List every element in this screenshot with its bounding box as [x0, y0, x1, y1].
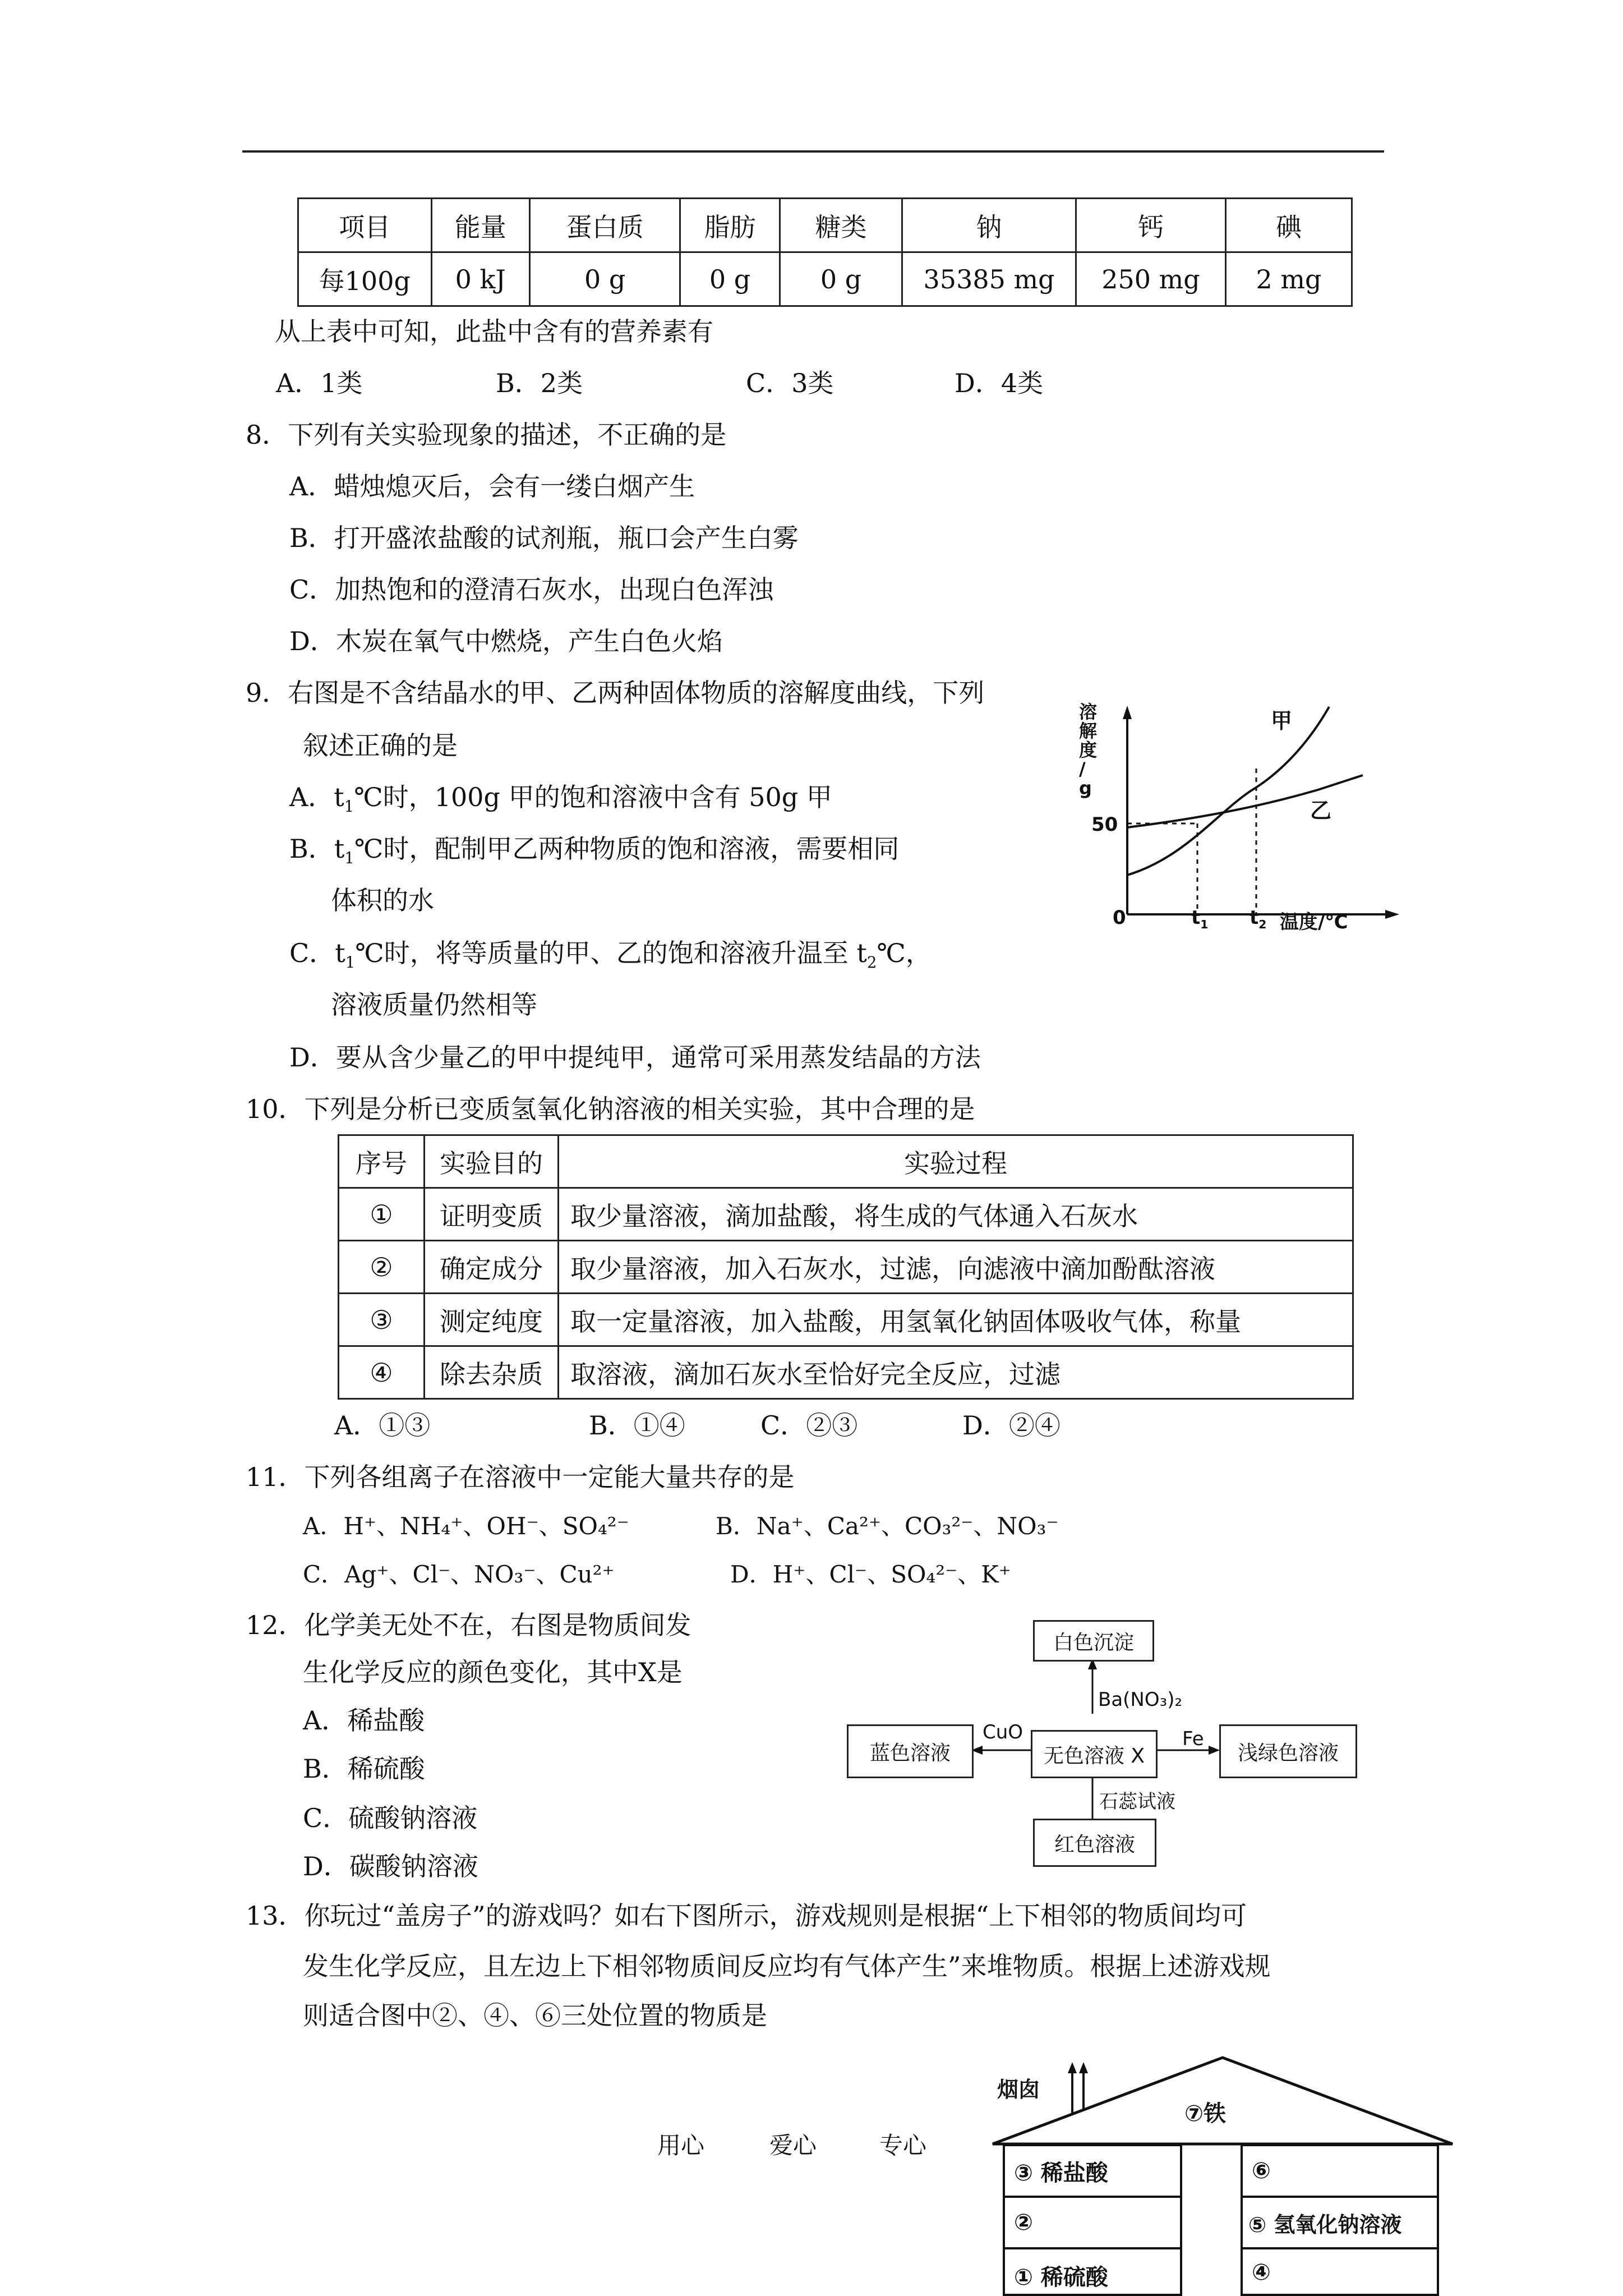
graph-origin: 0: [1113, 907, 1126, 929]
table-cell: 取一定量溶液，加入盐酸，用氢氧化钠固体吸收气体，称量: [559, 1294, 1353, 1346]
footer-text-3: 专心: [879, 2132, 927, 2159]
graph-t2: $t_2$: [1249, 907, 1267, 931]
house-cell-5: ⑤ 氢氧化钠溶液: [1241, 2196, 1439, 2249]
q8-stem: 8．下列有关实验现象的描述，不正确的是: [246, 420, 727, 450]
table-header: 项目: [298, 199, 432, 252]
footer-text-1: 用心: [657, 2132, 705, 2159]
q10-option-a: A．①③: [334, 1410, 431, 1441]
table-cell: 测定纯度: [425, 1294, 559, 1346]
q8-option-a: A．蜡烛熄灭后，会有一缕白烟产生: [289, 471, 695, 501]
q10-option-d: D．②④: [962, 1410, 1061, 1441]
table-header: 序号: [339, 1135, 425, 1188]
table-cell: 取溶液，滴加石灰水至恰好完全反应，过滤: [559, 1346, 1353, 1399]
label-cuo: CuO: [983, 1721, 1023, 1743]
table-cell: 250 mg: [1076, 252, 1225, 306]
q11-option-b: B．Na⁺、Ca²⁺、CO₃²⁻、NO₃⁻: [716, 1512, 1059, 1540]
graph-series-jia: 甲: [1271, 708, 1293, 733]
house-cell-1: ① 稀硫酸: [1003, 2247, 1182, 2296]
box-colorless-solution-x: 无色溶液 X: [1031, 1730, 1158, 1778]
q9-option-c-cont: 溶液质量仍然相等: [331, 990, 537, 1020]
graph-y50: 50: [1091, 813, 1118, 836]
table-cell: 0 g: [529, 252, 680, 306]
experiment-table: [338, 1134, 1354, 1400]
q11-option-a: A．H⁺、NH₄⁺、OH⁻、SO₄²⁻: [303, 1512, 629, 1540]
house-cell-3: ③ 稀盐酸: [1003, 2144, 1182, 2198]
q11-option-d: D．H⁺、Cl⁻、SO₄²⁻、K⁺: [730, 1561, 1011, 1588]
q12-stem: 12．化学美无处不在，右图是物质间发: [246, 1610, 691, 1640]
header-rule: [242, 150, 1384, 153]
graph-series-yi: 乙: [1310, 798, 1332, 823]
label-litmus: 石蕊试液: [1099, 1791, 1175, 1813]
label-roof-iron: ⑦铁: [1184, 2101, 1226, 2127]
nutrition-table: [297, 197, 1353, 307]
table-cell: 每100g: [298, 252, 432, 306]
q11-stem: 11．下列各组离子在溶液中一定能大量共存的是: [246, 1462, 795, 1492]
table-cell: ①: [339, 1188, 425, 1241]
table-header: 脂肪: [680, 199, 780, 252]
table-header: 实验过程: [559, 1135, 1353, 1188]
q8-option-d: D．木炭在氧气中燃烧，产生白色火焰: [289, 626, 723, 656]
q12-option-a: A．稀盐酸: [303, 1705, 425, 1736]
house-cell-6: ⑥: [1241, 2144, 1439, 2198]
q12-stem-cont: 生化学反应的颜色变化，其中X是: [303, 1657, 683, 1687]
table-cell: 除去杂质: [425, 1346, 559, 1399]
q7-option-b: B．2类: [496, 368, 583, 398]
table-cell: ③: [339, 1294, 425, 1346]
q9-option-d: D．要从含少量乙的甲中提纯甲，通常可采用蒸发结晶的方法: [289, 1042, 981, 1073]
table-header: 糖类: [780, 199, 902, 252]
house-cell-4: ④: [1241, 2247, 1439, 2296]
q9-stem: 9．右图是不含结晶水的甲、乙两种固体物质的溶解度曲线，下列: [246, 678, 985, 708]
table-header: 碘: [1226, 199, 1352, 252]
graph-xlabel: 温度/℃: [1280, 911, 1348, 933]
q9-option-a: A．$t_1℃$时，100g 甲的饱和溶液中含有 50g 甲: [289, 782, 832, 816]
q8-option-c: C．加热饱和的澄清石灰水，出现白色浑浊: [289, 574, 774, 605]
box-red-solution: 红色溶液: [1033, 1819, 1156, 1867]
q10-option-c: C．②③: [760, 1410, 858, 1441]
q7-option-c: C．3类: [746, 368, 834, 398]
table-cell: 确定成分: [425, 1241, 559, 1294]
table-cell: 0 kJ: [431, 252, 529, 306]
table-cell: 取少量溶液，加入石灰水，过滤，向滤液中滴加酚酞溶液: [559, 1241, 1353, 1294]
q9-option-b-cont: 体积的水: [331, 885, 434, 915]
q12-option-b: B．稀硫酸: [303, 1754, 425, 1784]
table-cell: ④: [339, 1346, 425, 1399]
footer-text-2: 爱心: [769, 2132, 817, 2159]
table-cell: 证明变质: [425, 1188, 559, 1241]
box-light-green-solution: 浅绿色溶液: [1219, 1724, 1357, 1778]
q11-option-c: C．Ag⁺、Cl⁻、NO₃⁻、Cu²⁺: [303, 1561, 615, 1588]
table-cell: 取少量溶液，滴加盐酸，将生成的气体通入石灰水: [559, 1188, 1353, 1241]
q8-option-b: B．打开盛浓盐酸的试剂瓶，瓶口会产生白雾: [289, 523, 799, 553]
label-ba-no3: Ba(NO₃)₂: [1098, 1688, 1183, 1711]
table-cell: 0 g: [780, 252, 902, 306]
house-cell-2: ②: [1003, 2196, 1182, 2249]
q12-option-c: C．硫酸钠溶液: [303, 1803, 478, 1833]
q9-stem-cont: 叙述正确的是: [303, 730, 458, 761]
table-header: 实验目的: [425, 1135, 559, 1188]
q7-option-a: A．1类: [276, 368, 363, 398]
table-cell: 0 g: [680, 252, 780, 306]
graph-t1: $t_1$: [1191, 907, 1209, 931]
q10-option-b: B．①④: [589, 1410, 685, 1441]
q7-option-d: D．4类: [955, 368, 1044, 398]
table-cell: 35385 mg: [902, 252, 1076, 306]
q7-text: 从上表中可知，此盐中含有的营养素有: [275, 316, 713, 347]
graph-ylabel: 溶 解 度 / g: [1079, 701, 1098, 799]
table-header: 蛋白质: [529, 199, 680, 252]
q9-option-c: C．$t_1℃$时，将等质量的甲、乙的饱和溶液升温至 $t_2℃$，: [289, 938, 932, 972]
box-blue-solution: 蓝色溶液: [847, 1724, 974, 1778]
table-header: 能量: [431, 199, 529, 252]
label-chimney: 烟囱: [997, 2077, 1040, 2102]
table-header: 钠: [902, 199, 1076, 252]
label-fe: Fe: [1182, 1728, 1204, 1750]
q9-option-b: B．$t_1℃$时，配制甲乙两种物质的饱和溶液，需要相同: [289, 834, 900, 868]
table-cell: 2 mg: [1226, 252, 1352, 306]
table-header: 钙: [1076, 199, 1225, 252]
q10-stem: 10．下列是分析已变质氢氧化钠溶液的相关实验，其中合理的是: [246, 1094, 975, 1124]
table-cell: ②: [339, 1241, 425, 1294]
box-white-precipitate: 白色沉淀: [1033, 1620, 1154, 1662]
q13-line2: 发生化学反应，且左边上下相邻物质间反应均有气体产生”来堆物质。根据上述游戏规: [303, 1951, 1271, 1981]
q13-line1: 13．你玩过“盖房子”的游戏吗？如右下图所示，游戏规则是根据“上下相邻的物质间均可: [246, 1901, 1247, 1931]
q12-option-d: D．碳酸钠溶液: [303, 1851, 478, 1881]
q13-line3: 则适合图中②、④、⑥三处位置的物质是: [303, 2000, 767, 2031]
